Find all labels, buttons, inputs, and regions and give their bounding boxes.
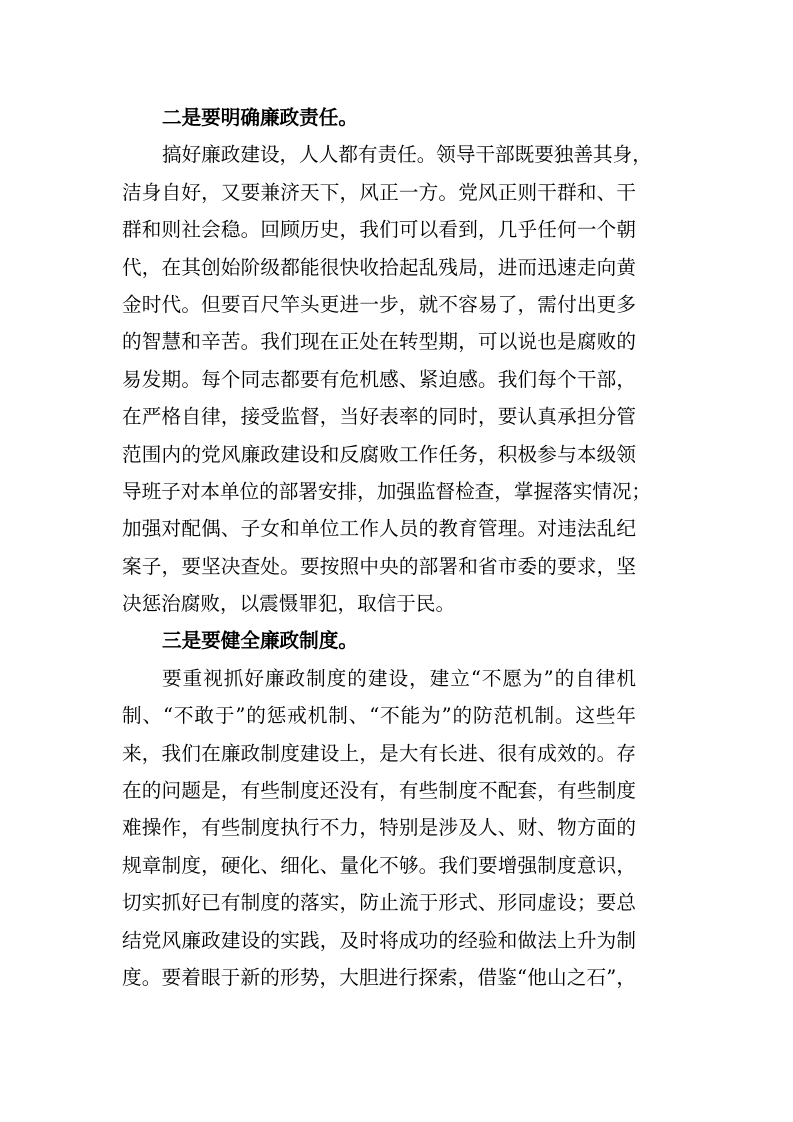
paragraph-line: 金时代。但要百尺竿头更进一步，就不容易了，需付出更多: [122, 292, 636, 316]
paragraph-line: 难操作，有些制度执行不力，特别是涉及人、财、物方面的: [122, 816, 636, 840]
paragraph-line: 导班子对本单位的部署安排，加强监督检查，掌握落实情况；: [122, 479, 652, 503]
paragraph-line: 在严格自律，接受监督，当好表率的同时，要认真承担分管: [122, 405, 636, 429]
paragraph-line: 规章制度，硬化、细化、量化不够。我们要增强制度意识，: [122, 853, 636, 877]
paragraph-line: 洁身自好，又要兼济天下，风正一方。党风正则干群和、干: [122, 180, 636, 204]
paragraph-line: 搞好廉政建设，人人都有责任。领导干部既要独善其身，: [162, 143, 652, 167]
paragraph-line: 的智慧和辛苦。我们现在正处在转型期，可以说也是腐败的: [122, 330, 636, 354]
section-heading: 三是要健全廉政制度。: [162, 629, 358, 653]
paragraph-line: 范围内的党风廉政建设和反腐败工作任务，积极参与本级领: [122, 442, 636, 466]
paragraph-line: 制、“不敢于”的惩戒机制、“不能为”的防范机制。这些年: [122, 704, 636, 728]
paragraph-line: 来，我们在廉政制度建设上，是大有长进、很有成效的。存: [122, 741, 636, 765]
paragraph-line: 切实抓好已有制度的落实，防止流于形式、形同虚设；要总: [122, 891, 636, 915]
paragraph-line: 加强对配偶、子女和单位工作人员的教育管理。对违法乱纪: [122, 517, 636, 541]
paragraph-line: 群和则社会稳。回顾历史，我们可以看到，几乎任何一个朝: [122, 218, 636, 242]
paragraph-line: 代，在其创始阶级都能很快收拾起乱残局，进而迅速走向黄: [122, 255, 636, 279]
paragraph-line: 决惩治腐败，以震慑罪犯，取信于民。: [122, 592, 456, 616]
paragraph-line: 结党风廉政建设的实践，及时将成功的经验和做法上升为制: [122, 928, 636, 952]
paragraph-line: 案子，要坚决查处。要按照中央的部署和省市委的要求，坚: [122, 554, 636, 578]
paragraph-line: 度。要着眼于新的形势，大胆进行探索，借鉴“他山之石”，: [122, 965, 636, 989]
paragraph-line: 在的问题是，有些制度还没有，有些制度不配套，有些制度: [122, 779, 636, 803]
paragraph-line: 要重视抓好廉政制度的建设，建立“不愿为”的自律机: [162, 666, 636, 690]
paragraph-line: 易发期。每个同志都要有危机感、紧迫感。我们每个干部，: [122, 367, 636, 391]
section-heading: 二是要明确廉政责任。: [162, 106, 358, 129]
document-page: [122, 99, 652, 996]
